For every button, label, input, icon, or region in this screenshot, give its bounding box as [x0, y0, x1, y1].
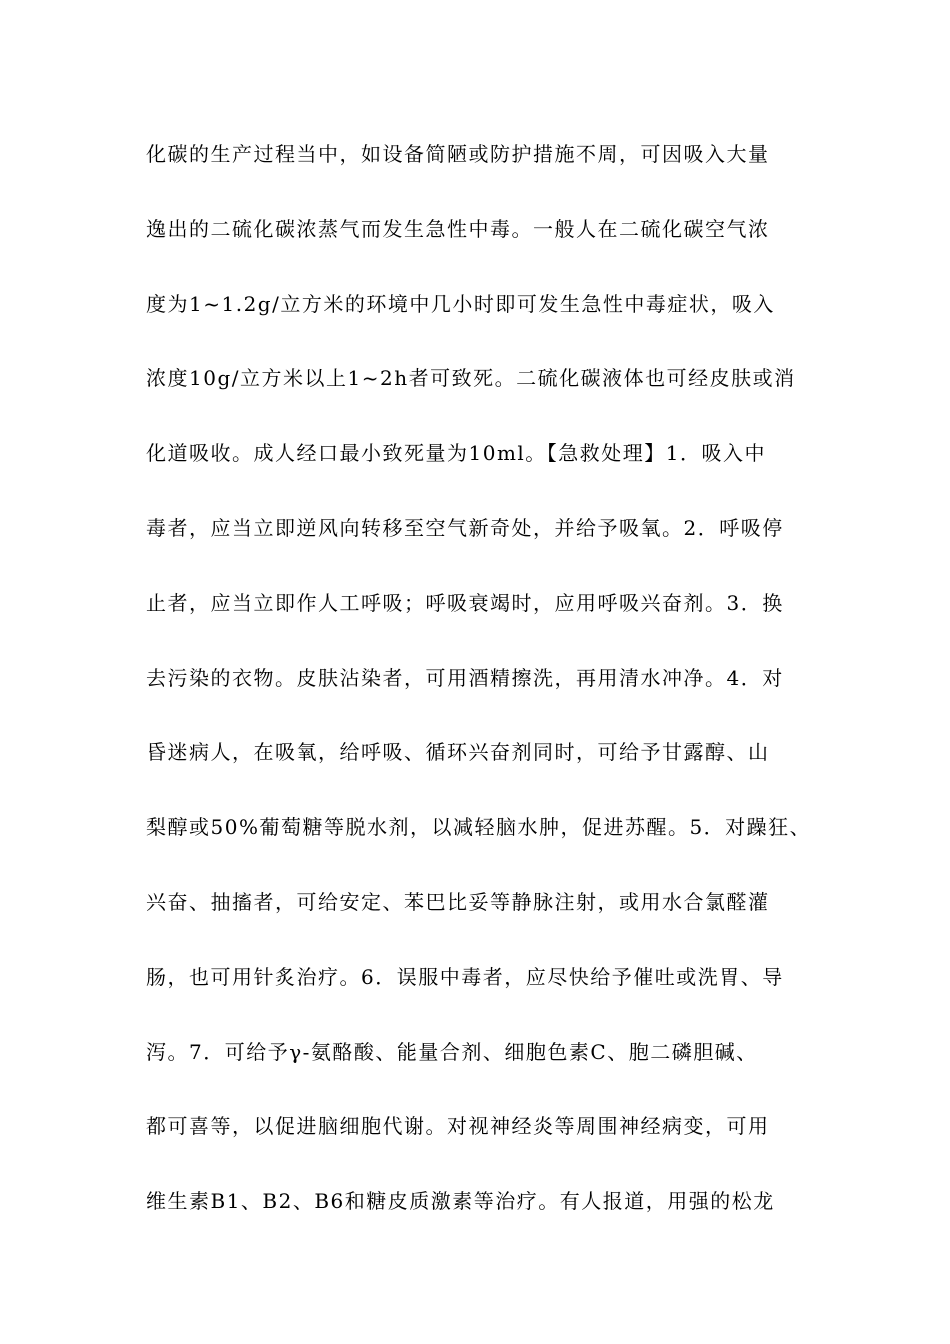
text-line: 逸出的二硫化碳浓蒸气而发生急性中毒。一般人在二硫化碳空气浓	[146, 216, 770, 241]
text-line: 都可喜等，以促进脑细胞代谢。对视神经炎等周围神经病变，可用	[146, 1114, 770, 1139]
text-line: 维生素B1、B2、B6和糖皮质激素等治疗。有人报道，用强的松龙	[146, 1189, 775, 1214]
text-line: 兴奋、抽搐者，可给安定、苯巴比妥等静脉注射，或用水合氯醛灌	[146, 889, 770, 914]
text-line: 毒者，应当立即逆风向转移至空气新奇处，并给予吸氧。2．呼吸停	[146, 515, 784, 540]
text-line: 泻。7．可给予γ-氨酪酸、能量合剂、细胞色素C、胞二磷胆碱、	[146, 1039, 758, 1064]
text-line: 化碳的生产过程当中，如设备简陋或防护措施不周，可因吸入大量	[146, 142, 770, 166]
text-line: 肠，也可用针炙治疗。6．误服中毒者，应尽快给予催吐或洗胃、导	[146, 964, 784, 989]
text-line: 昏迷病人，在吸氧，给呼吸、循环兴奋剂同时，可给予甘露醇、山	[146, 740, 770, 765]
text-line: 度为1~1.2g/立方米的环境中几小时即可发生急性中毒症状，吸入	[146, 291, 775, 316]
text-line: 去污染的衣物。皮肤沾染者，可用酒精擦洗，再用清水冲净。4．对	[146, 665, 784, 690]
text-line: 化道吸收。成人经口最小致死量为10ml。【急救处理】1．吸入中	[146, 441, 767, 466]
body-text	[146, 132, 826, 1254]
text-line: 浓度10g/立方米以上1~2h者可致死。二硫化碳液体也可经皮肤或消	[146, 366, 796, 391]
text-line: 止者，应当立即作人工呼吸；呼吸衰竭时，应用呼吸兴奋剂。3．换	[146, 590, 784, 615]
text-line: 梨醇或50%葡萄糖等脱水剂，以减轻脑水肿，促进苏醒。5．对躁狂、	[146, 815, 812, 840]
